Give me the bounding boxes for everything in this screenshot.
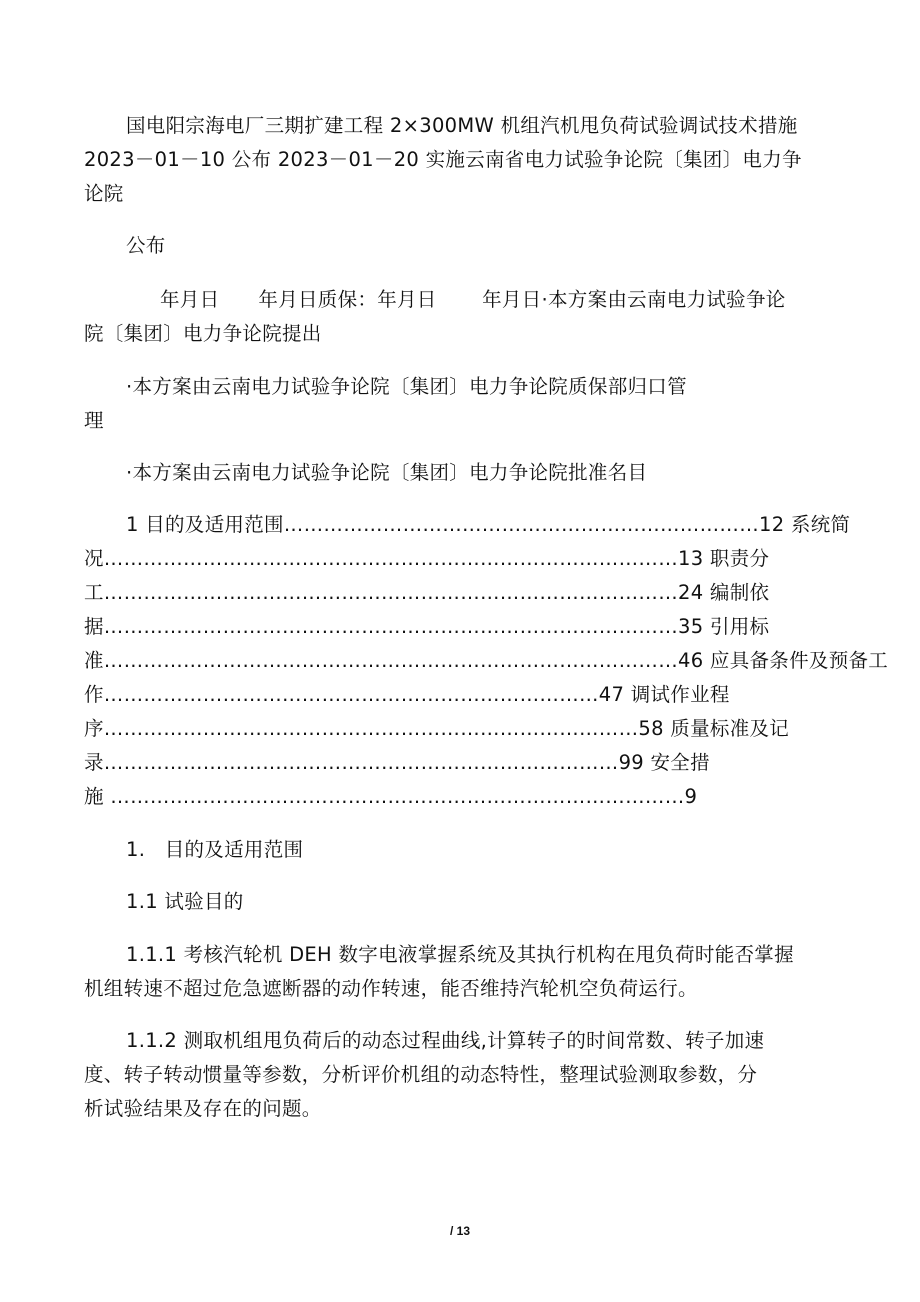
paragraph-line: 度、转子转动惯量等参数，分析评价机组的动态特性，整理试验测取参数，分 (84, 1063, 758, 1086)
title-line-1: 国电阳宗海电厂三期扩建工程 2×300MW 机组汽机甩负荷试验调试技术措施 (126, 114, 798, 137)
toc-line[interactable]: 况……………………………………………………………………………13 职责分 (84, 547, 770, 570)
management-note-line-2: 理 (84, 409, 104, 432)
toc-line[interactable]: 据……………………………………………………………………………35 引用标 (84, 615, 770, 638)
title-line-3: 论院 (84, 182, 124, 205)
section-1-heading: 1. 目的及适用范围 (126, 838, 304, 861)
management-note-line-1: ·本方案由云南电力试验争论院〔集团〕电力争论院质保部归口管 (126, 375, 687, 398)
title-line-2: 2023－01－10 公布 2023－01－20 实施云南省电力试验争论院〔集团〕电力争 (84, 148, 802, 171)
paragraph-line: 1.1.2 测取机组甩负荷后的动态过程曲线,计算转子的时间常数、转子加速 (126, 1029, 765, 1052)
page-number: / 13 (449, 1224, 470, 1238)
approval-note: ·本方案由云南电力试验争论院〔集团〕电力争论院批准名目 (126, 461, 648, 484)
paragraph-line: 析试验结果及存在的问题。 (84, 1097, 322, 1120)
paragraph-line: 机组转速不超过危急遮断器的动作转速，能否维持汽轮机空负荷运行。 (84, 977, 698, 1000)
toc-line[interactable]: 作…………………………………………………………………47 调试作业程 (84, 683, 730, 706)
signature-line-1: 年月日 年月日质保：年月日 年月日·本方案由云南电力试验争论 (160, 288, 786, 311)
toc-line[interactable]: 准……………………………………………………………………………46 应具备条件及预备工 (84, 649, 889, 672)
toc-line[interactable]: 录……………………………………………………………………99 安全措 (84, 751, 710, 774)
publish-label: 公布 (126, 234, 166, 257)
section-1-1-heading: 1.1 试验目的 (126, 890, 244, 913)
toc-line[interactable]: 1 目的及适用范围………………………………………………………………12 系统简 (126, 513, 851, 536)
paragraph-line: 1.1.1 考核汽轮机 DEH 数字电液掌握系统及其执行机构在甩负荷时能否掌握 (126, 943, 794, 966)
toc-line[interactable]: 施 ……………………………………………………………………………9 (84, 785, 698, 808)
toc-line[interactable]: 序………………………………………………………………………58 质量标准及记 (84, 717, 790, 740)
signature-line-2: 院〔集团〕电力争论院提出 (84, 322, 322, 345)
toc-line[interactable]: 工……………………………………………………………………………24 编制依 (84, 581, 770, 604)
